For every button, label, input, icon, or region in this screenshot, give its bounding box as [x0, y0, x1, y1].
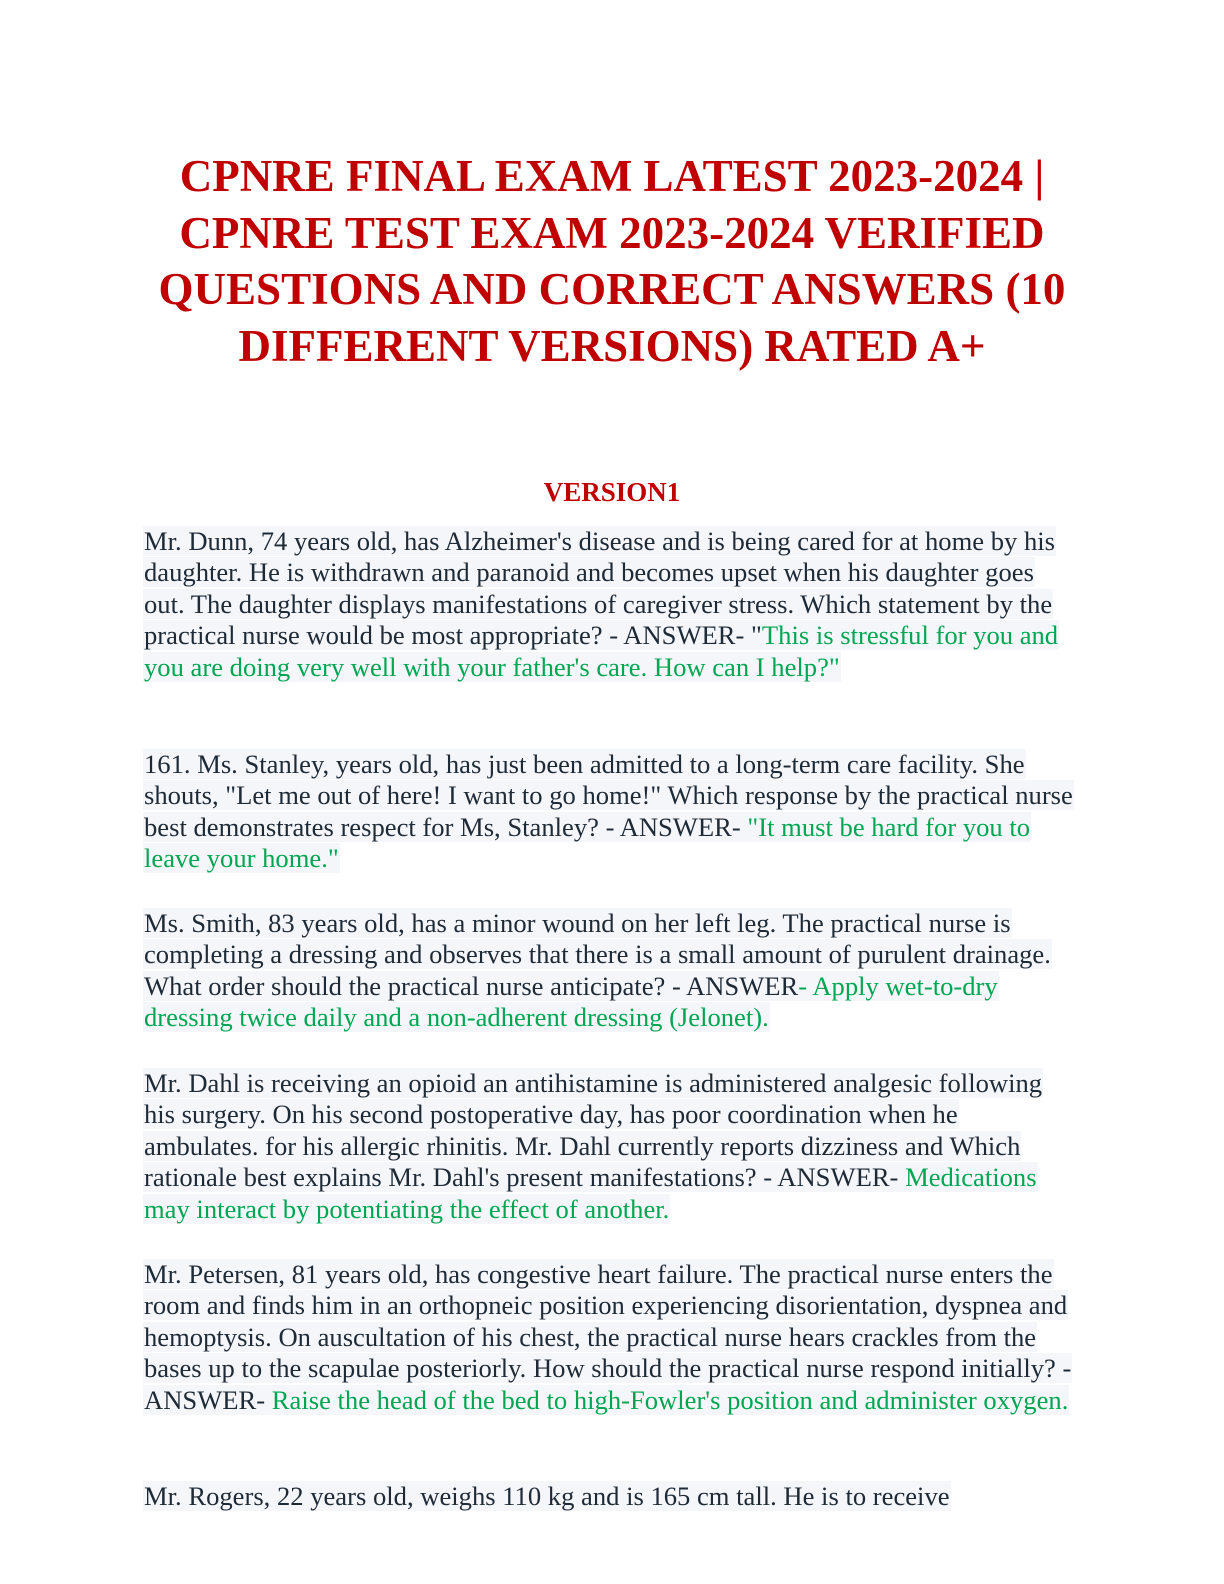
answer-text: Raise the head of the bed to high-Fowler's position and administer oxygen. — [271, 1384, 1069, 1415]
version-heading: VERSION1 — [543, 477, 681, 507]
question-block — [143, 1481, 1078, 1512]
question-text: Mr. Dahl is receiving an opioid an antihistamine is administered analgesic following his surgery. On his second postoperative day, has poor coordination when he ambulates. for his allergic rhinitis. Mr. Dahl currently reports dizziness and Which rationale best explains Mr. Dahl's present manifestations? - ANSWER- — [144, 1068, 1043, 1193]
question-block — [143, 526, 1078, 683]
answer-text: This is stressful for you and you are doing very well with your father's care. How can I help?" — [144, 620, 1059, 682]
question-text: Mr. Rogers, 22 years old, weighs 110 kg and is 165 cm tall. He is to receive — [144, 1481, 950, 1511]
question-block — [143, 749, 1078, 875]
question-text: Ms. Smith, 83 years old, has a minor wound on her left leg. The practical nurse is completing a dressing and observes that there is a small amount of purulent drainage. What order should the practical nurse anticipate? - ANSWER — [144, 908, 1051, 1001]
question-block — [143, 1068, 1078, 1225]
answer-text: Medications may interact by potentiating the effect of another. — [144, 1162, 1037, 1224]
document-title: CPNRE FINAL EXAM LATEST 2023-2024 | CPNRE TEST EXAM 2023-2024 VERIFIED QUESTIONS AND CORRECT ANSWERS (10 DIFFERENT VERSIONS) RATED A+ — [158, 151, 1066, 371]
question-text: 161. Ms. Stanley, years old, has just been admitted to a long-term care facility. She shouts, "Let me out of here! I want to go home!" Which response by the practical nurse best demonstrates respect for Ms, Stanley? - ANSWER- — [144, 749, 1073, 842]
question-block — [143, 1259, 1078, 1416]
answer-text: "It must be hard for you to leave your home." — [144, 811, 1031, 874]
answer-text: - Apply wet-to-dry dressing twice daily and a non-adherent dressing (Jelonet). — [144, 970, 998, 1033]
question-text: Mr. Dunn, 74 years old, has Alzheimer's disease and is being cared for at home by his daughter. He is withdrawn and paranoid and becomes upset when his daughter goes out. The daughter displays manifestations of caregiver stress. Which statement by the practical nurse would be most appropriate? - ANSWER- " — [144, 526, 1055, 651]
question-block — [143, 908, 1078, 1034]
question-text: Mr. Petersen, 81 years old, has congestive heart failure. The practical nurse enters the room and finds him in an orthopneic position experiencing disorientation, dyspnea and hemoptysis. On auscultation of his chest, the practical nurse hears crackles from the bases up to the scapulae posteriorly. How should the practical nurse respond initially? - ANSWER- — [144, 1259, 1072, 1415]
